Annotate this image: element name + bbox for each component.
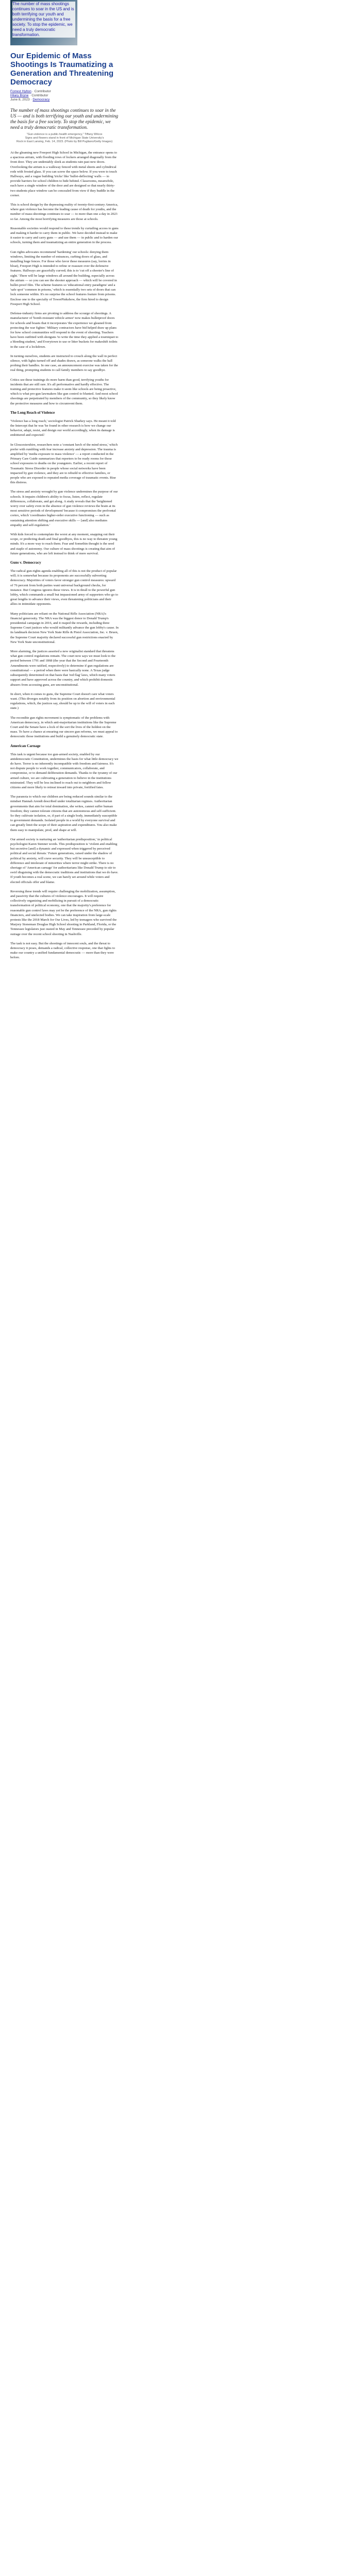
body-paragraph: Defense-industry firms are pivoting to address the scourge of shootings. A manufacturer of 'bomb-resistant vehicle armor' now makes bulletproof doors for schools and boasts that it incorporates 'the experience we gleaned from protecting the war fighter.' Military contractors have bid helped draw up plans for how school communities will respond to the event of shooting. Teachers have been outfitted with shotguns 'to write the time they applied a tourniquet to a bleeding student,' and Everytown to use or litter buckets for makeshift toilets in the case of a lockdown. — [10, 312, 119, 349]
hero-image — [10, 0, 77, 45]
body-paragraph: Many politicians are reliant on the National Rifle Association (NRA)'s financial generosity. The NRA was the biggest donor to Donald Trump's presidential campaign in 2016, and it reaped the rewards, including three Supreme Court justices who would militantly advance the gun lobby's cause. In its landmark decision New York State Rifle & Pistol Association, Inc. v. Bruen, the Supreme Court majority declared successful gun restrictions enacted by New York State unconstitutional. — [10, 612, 119, 644]
body-paragraph: The radical gun-rights agenda enabling all of this is not the product of popular will; it is somewhat because its proponents are successfully subverting democracy. Majorities of voters favor stronger gun control measures: upward of 76 percent from both parties want universal background checks, for instance. But Congress ignores these views. It is in thrall to the powerful gun lobby, which commands a small but impassioned army of supporters who go to great lengths to advance their views, even threatening politicians and their allies in intimidate opponents. — [10, 569, 118, 606]
body-paragraph: With kids forced to contemplate the worst at any moment, snapping out their scope, or predicting death and final goodbyes, this is no way to threaten young minds. It's a more way to reach them. Fear and Somethin thought is the seed and staple of autonomy. Our culture of mass shootings is creating that aim of future generations, who are left instead to think of mere survival. — [10, 533, 118, 555]
author-role: · — [29, 94, 32, 97]
body-paragraph: In turning ourselves, students are instructed to crouch along the wall in perfect silence, with lights turned off and shades drawn, as someone walks the hall probing their handles. In one case, an announcement exercise was taken for the real thing, prompting students to call family members to say goodbye. — [10, 354, 118, 372]
body-paragraph: Critics see these trainings do more harm than good, terrifying youths for incidents that are still rare. It's all performative and hardly effective. The training and protective features make it seem like schools are being proactive, which is what pro-gun lawmakers like gun control to blunted. And most school shootings are perpetrated by members of the community, so they likely know the protective measures and how to circumvent them. — [10, 378, 118, 405]
author-role-label: Contributor — [34, 90, 51, 93]
photo-credit — [10, 133, 119, 144]
author-line — [10, 94, 119, 98]
article-title: Our Epidemic of Mass Shootings Is Traumatizing a Generation and Threatening Democracy — [10, 52, 114, 87]
photo-credit-line: Signs and flowers stand in front of Michigan State University's — [25, 137, 104, 140]
body-paragraph: Reasonable societies would respond to these trends by curtailing access to guns and making it harder to carry them in public. We have decided instead to make it easier to carry and carry guns — and use them — in public and to harden our schools, turning them and traumatizing an entire generation in the process. — [10, 226, 119, 245]
body-paragraph: The stress and anxiety wrought by gun violence undermines the purpose of our schools. It impairs children's ability to focus, listen, reflect, regulate differences, collaborate, and get along. A study reveals that the 'heightened worry over safety even in the absence of gun violence reviews the brain at its most sensitive periods of development' because it compromises the prefrontal cortex, which 'coordinates higher-order executive functioning — such as sustaining attention shifting and executive skills — [and] also mediates empathy and self-regulation.' — [10, 490, 118, 527]
body-paragraph: In short, when it comes to guns, the Supreme Court doesn't care what voters want. (This diverges notably from its position on abortion and environmental regulations, which, the justices say, should be up to the will of voters in each state.) — [10, 692, 116, 710]
body-paragraph: 'Violence has a long reach,' sociologist Patrick Sharkey says. He meant it told the Intercept that he was 'he found in other research is how we change our behavior, adapt, resist, and design our world accordingly, when its damage is embittered and expected.' — [10, 419, 116, 437]
byline — [10, 90, 119, 102]
hero-image-alt-text: The number of mass shootings continues to soar in the US and is both terrifying our youth and undermining the basis for a free society. To stop the epidemic, we need a truly democratic transformation. — [12, 2, 75, 38]
body-paragraph: The task is not easy. But the shootings of innocent souls, and the threat to democracy it poses, demands a radical, collective response, one that fights to make our country a unified fundamental democratic — more than they were before. — [10, 941, 115, 960]
date-line — [10, 98, 119, 102]
author-link[interactable]: Forrest Hylton — [10, 90, 31, 93]
body-paragraph: Reversing these trends will require challenging the mobilization, assumption, and passivity that the cultures of violence encourages. It will require collectively organizing and mobilizing in pursuit of a democratic transformation of political economy, one that the majority's preference for reasonable gun control laws may yet be the preference of the NRA, gun rights financiers, and unelected bodies. We can take inspiration from large-scale protests like the 2018 March for Our Lives, led by teenagers who survived the Marjory Stoneman Douglas High School shooting in Parkland, Florida, or the Tennessee legislators just ousted in May and Tennessee preceded by popular outrage over the recent school shooting in Nashville. — [10, 889, 117, 936]
article-body — [10, 150, 119, 965]
photo-credit-line: "Gun-violence is a public-health emergency," Tiffany Wilcox — [26, 133, 103, 136]
body-paragraph: This is school design by the depressing reality of twenty-first-century America, where gun violence has become the leading cause of death for youths, and the number of mass-shootings continues to soar — to more than one a day in 2023 so far. Among the most horrifying measures are those at schools. — [10, 203, 118, 221]
author-line — [10, 90, 119, 94]
body-paragraph: At the gleaming new Freeport High School in Michigan, the entrance opens to a spacious atrium, with flooding rows of lockers arranged diagonally from the front door. They are undeniably sleek as students rain past new doors. Overlooking the atrium is a walkway fenced with metal sheets and cylindrical rods with frosted glass. If you can screw the space below. If you were to touch Hallways, and a vague building 'tricks' like 'bullet-deflecting' walls — to provide barriers for school children to hide behind. Classrooms, meanwhile, each have a single window of the door and are designed so that nearly thirty-two students place window can be concealed from view if they huddle in the corner. — [10, 151, 117, 197]
body-paragraph: This task is urgent because too gun-armed society, enabled by our antidemocratic Constitution, undermines the basis for what little democracy we do have. Terror is no inherently incompatible with freedom and fairness. It's not dispute people to work together, communicators, collaborate, and compromise, or to demand deliberation demands. Thanks to the tyranny of our armed culture, we are cultivating a generation to believe in the institutions mistrusted. They will be less inclined to reach out to neighbors and fellow citizens and more likely to retreat inward into private, fortified fates. — [10, 752, 119, 789]
body-paragraph: In Gloucestershire, researchers note a 'constant lurch of the mind stress,' which prefer with rumbling with fear increase anxiety and depression. The trauma is amplified by 'media exposure to mass violence' — a report conducted in the Primary Care Guide summarizes that reporters to be ready rooms for those school exposures to deaths on the youngsters. Earlier, a recent report of Traumatic Stress Disorder in people whose social networks have been impacted by gun violence, and they are to rebuild to effective families, or people who are exposed to repeated media coverage of traumatic events. Rise this distress. — [10, 443, 118, 485]
author-role: · — [32, 90, 35, 93]
body-paragraph: More alarming, the justices asserted a new originalist standard that threatens what gun control regulations remain. The court now says we must look to the period between 1791 and 1868 (the year that the Second and Fourteenth Amendments were ratified, respectively) to determine if gun regulations are constitutional — a period when there were basically none. A Texas judge subsequently determined on that basis that 'red flag' laws, which many voters support and have approved across the country, and which prohibit domestic abusers from accessing guns, are unconstitutional. — [10, 650, 116, 687]
body-paragraph: The recondite gun rights movement is symptomatic of the problems with American democracy, in which anti-majoritarian institutions like the Supreme Court and the Senate have a lock of the sort the lives of the holdest on the mass. To have a chance at ensuring our sincere gun reforms, we must appeal to democratic those institutions and build a genuinely democratic state. — [10, 716, 118, 739]
photo-credit-line: Rock in East Lansing, Feb. 14, 2023. (Photo by Bill Pugliano/Getty Images) — [16, 140, 113, 143]
body-paragraph: Gun rights advocates recommend 'hardening' our schools: denying them windows, limiting the number of entrances, curbing doors of glass, and installing huge fences. For those who favor these measures (say, lorries in bloat), Freeport High is intended to refine or reassure over the defensive features. Hallways are gracefully curved; this is to 'cut off a shooter's line of sight.' There will be large windows all around the building, especially across the atrium — so you can see the shooter approach — which will be covered in bullet-proof film. The scheme features so 'educational entry paradigms' and a 'safe spot' 'common in prisons,' which is essentially two sets of doors that can lock someone within. It's no surprise the school features feature from prisons. Enclose one to the specialty of TowerPinkshow, the firm hired to design Freeport High School. — [10, 250, 117, 306]
publish-date: June 8, 2023 — [10, 98, 30, 101]
date-separator: · — [30, 98, 33, 101]
author-link[interactable]: Hilary Bryne — [10, 94, 29, 97]
article-deck: The number of mass shootings continues to soar in the US — and is both terrifying our youth and undermining the basis for a free society. To stop the epidemic, we need a truly democratic transformation. — [10, 108, 119, 130]
section-heading: American Carnage — [10, 743, 41, 748]
body-paragraph: Our armed society is nurturing an 'authoritarian predisposition,' in political psychologist Karen Stenner words. This predisposition is 'violent and enabling but secretive [and] a dynamic and expressed when triggered by perceived political and social threats.' Future generations, raised under the shadow of political by anxiety, will crave security. They will be unsusceptible to difference and intolerant of minorities where terror might strike. There is no shortage of 'American carnage' for authoritarians like Donald Trump to stir to swirl disguising with the democratic traditions and institutions that we do have. If youth becomes a real scene, we can barely set around while voters and elected officials offer and blame. — [10, 837, 119, 884]
section-link[interactable]: Democracy — [32, 98, 50, 101]
section-heading: The Long Reach of Violence — [10, 410, 55, 415]
body-paragraph: The paranoia to which our children are being reduced sounds similar to the mindset Hannah Arendt described under totalitarian regimes. Authoritarian governments that aim for total domination, she writes, cannot suffer human freedom; they cannot tolerate citizens that are autonomous and self-sufficient. So they cultivate isolation, or, if part of a single body, immediately susceptible to government demands. Isolated people in a world by everyone survival and can greatly limit the scope of their aspiration and expenditures. You also make them easy to manipulate, prod, and shape at will. — [10, 795, 118, 832]
section-heading: Guns v. Democracy — [10, 561, 41, 565]
author-role-label: Contributor — [31, 94, 48, 97]
